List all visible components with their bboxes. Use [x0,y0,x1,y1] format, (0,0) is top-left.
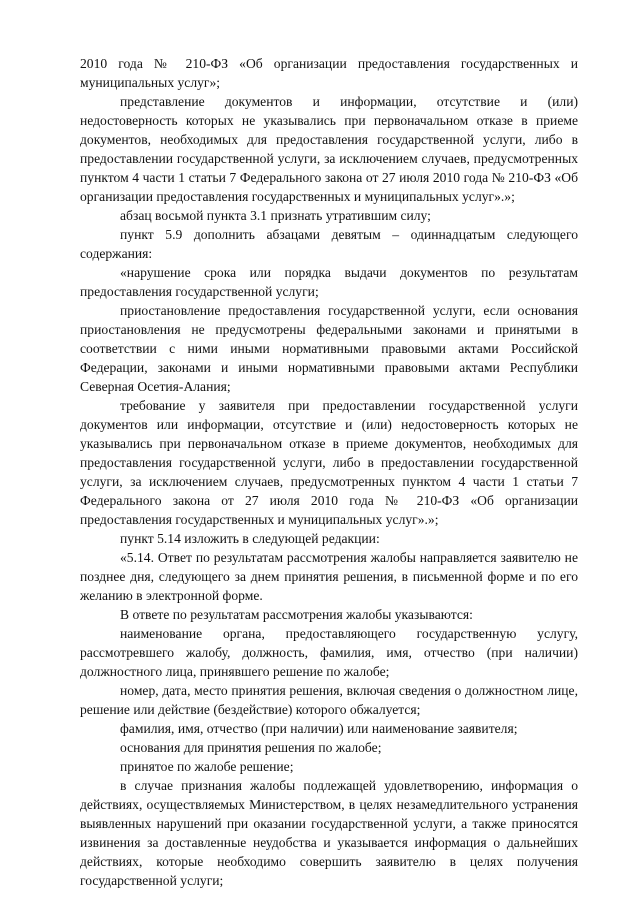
paragraph-1: 2010 года № 210-ФЗ «Об организации предоставления государственных и муниципальных услуг»; [80,56,578,90]
paragraph-4: пункт 5.9 дополнить абзацами девятым – одиннадцатым следующего содержания: [80,227,578,261]
paragraph-2: представление документов и информации, отсутствие и (или) недостоверность которых не указывались при первоначальном отказе в приеме документов, необходимых для предоставления государственной услуги, либо в предоставлении государственной услуги, за исключением случаев, предусмотренных пунктом 4 части 1 статьи 7 Федерального закона от 27 июля 2010 года № 210-ФЗ «Об организации предоставления государственных и муниципальных услуг».»; [80,94,578,204]
paragraph-16: в случае признания жалобы подлежащей удовлетворению, информация о действиях, осуществляемых Министерством, в целях незамедлительного устранения выявленных нарушений при оказании государственной услуги, а также приносятся извинения за доставленные неудобства и указывается информация о дальнейших действиях, которые необходимо совершить заявителю в целях получения государственной услуги; [80,778,578,888]
paragraph-13: фамилия, имя, отчество (при наличии) или наименование заявителя; [120,721,518,736]
paragraph-14: основания для принятия решения по жалобе; [120,740,382,755]
paragraph-9: «5.14. Ответ по результатам рассмотрения жалобы направляется заявителю не позднее дня, следующего за днем принятия решения, в письменной форме и по его желанию в электронной форме. [80,550,578,603]
paragraph-5: «нарушение срока или порядка выдачи документов по результатам предоставления государственной услуги; [80,265,578,299]
document-body [80,54,578,890]
paragraph-10: В ответе по результатам рассмотрения жалобы указываются: [120,607,473,622]
paragraph-3: абзац восьмой пункта 3.1 признать утратившим силу; [120,208,431,223]
paragraph-6: приостановление предоставления государственной услуги, если основания приостановления не предусмотрены федеральными законами и принятыми в соответствии с ними иными нормативными правовыми актами Российской Федерации, законами и иными нормативными правовыми актами Республики Северная Осетия-Алания; [80,303,578,394]
paragraph-7: требование у заявителя при предоставлении государственной услуги документов или информации, отсутствие и (или) недостоверность которых не указывались при первоначальном отказе в приеме документов, необходимых для предоставления государственной услуги, либо в предоставлении государственной услуги, за исключением случаев, предусмотренных пунктом 4 части 1 статьи 7 Федерального закона от 27 июля 2010 года № 210-ФЗ «Об организации предоставления государственных и муниципальных услуг».»; [80,398,578,527]
paragraph-15: принятое по жалобе решение; [120,759,294,774]
paragraph-12: номер, дата, место принятия решения, включая сведения о должностном лице, решение или действие (бездействие) которого обжалуется; [80,683,578,717]
paragraph-11: наименование органа, предоставляющего государственную услугу, рассмотревшего жалобу, должность, фамилия, имя, отчество (при наличии) должностного лица, принявшего решение по жалобе; [80,626,578,679]
paragraph-8: пункт 5.14 изложить в следующей редакции: [120,531,380,546]
